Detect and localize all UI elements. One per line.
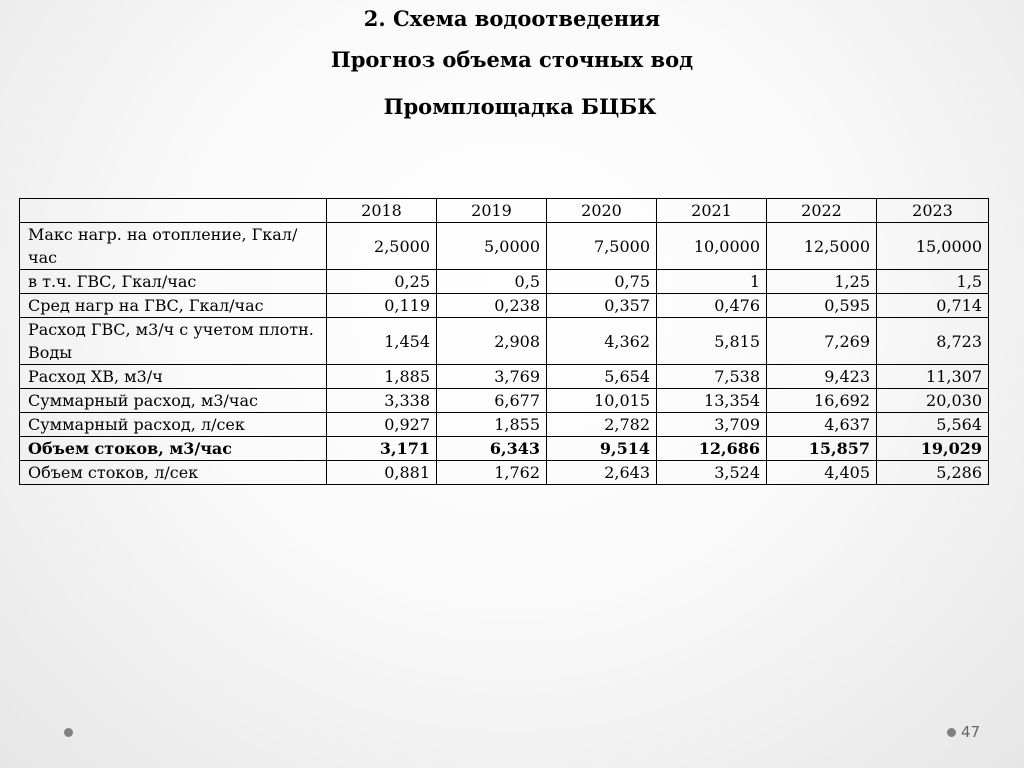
row-label: Макс нагр. на отопление, Гкал/час [20, 223, 327, 270]
value-cell: 2,908 [437, 318, 547, 365]
value-cell: 2,643 [547, 461, 657, 485]
bullet-dot-left [64, 728, 73, 737]
value-cell: 1,454 [327, 318, 437, 365]
slide-subtitle: Прогноз объема сточных вод [330, 47, 694, 72]
value-cell: 3,769 [437, 365, 547, 389]
value-cell: 7,538 [657, 365, 767, 389]
value-cell: 8,723 [877, 318, 989, 365]
slide-title: 2. Схема водоотведения [363, 6, 661, 31]
header-empty-cell [20, 199, 327, 223]
value-cell: 4,637 [767, 413, 877, 437]
value-cell: 5,286 [877, 461, 989, 485]
table-row [20, 389, 989, 413]
row-label: Расход ГВС, м3/ч с учетом плотн. Воды [20, 318, 327, 365]
value-cell: 1,25 [767, 270, 877, 294]
value-cell: 12,5000 [767, 223, 877, 270]
value-cell: 12,686 [657, 437, 767, 461]
value-cell: 9,514 [547, 437, 657, 461]
value-cell: 7,5000 [547, 223, 657, 270]
value-cell: 11,307 [877, 365, 989, 389]
table-row [20, 318, 989, 365]
value-cell: 15,0000 [877, 223, 989, 270]
table-row [20, 270, 989, 294]
year-header: 2019 [437, 199, 547, 223]
value-cell: 5,0000 [437, 223, 547, 270]
value-cell: 6,677 [437, 389, 547, 413]
value-cell: 0,881 [327, 461, 437, 485]
value-cell: 0,927 [327, 413, 437, 437]
year-header: 2022 [767, 199, 877, 223]
table-row [20, 437, 989, 461]
value-cell: 0,238 [437, 294, 547, 318]
value-cell: 1 [657, 270, 767, 294]
table-row [20, 365, 989, 389]
value-cell: 7,269 [767, 318, 877, 365]
value-cell: 0,119 [327, 294, 437, 318]
row-label: Расход ХВ, м3/ч [20, 365, 327, 389]
value-cell: 1,855 [437, 413, 547, 437]
value-cell: 0,476 [657, 294, 767, 318]
table-row [20, 223, 989, 270]
value-cell: 3,338 [327, 389, 437, 413]
value-cell: 0,714 [877, 294, 989, 318]
value-cell: 10,0000 [657, 223, 767, 270]
value-cell: 20,030 [877, 389, 989, 413]
year-header: 2021 [657, 199, 767, 223]
value-cell: 3,171 [327, 437, 437, 461]
site-name: Промплощадка БЦБК [383, 94, 657, 119]
value-cell: 15,857 [767, 437, 877, 461]
value-cell: 1,762 [437, 461, 547, 485]
value-cell: 4,405 [767, 461, 877, 485]
value-cell: 0,5 [437, 270, 547, 294]
value-cell: 13,354 [657, 389, 767, 413]
value-cell: 0,357 [547, 294, 657, 318]
value-cell: 1,885 [327, 365, 437, 389]
year-header: 2023 [877, 199, 989, 223]
value-cell: 10,015 [547, 389, 657, 413]
row-label: в т.ч. ГВС, Гкал/час [20, 270, 327, 294]
bullet-dot-right [947, 728, 956, 737]
value-cell: 4,362 [547, 318, 657, 365]
value-cell: 9,423 [767, 365, 877, 389]
value-cell: 3,524 [657, 461, 767, 485]
value-cell: 0,75 [547, 270, 657, 294]
value-cell: 3,709 [657, 413, 767, 437]
table-row [20, 294, 989, 318]
value-cell: 5,654 [547, 365, 657, 389]
year-header: 2018 [327, 199, 437, 223]
table-row [20, 413, 989, 437]
value-cell: 0,595 [767, 294, 877, 318]
wastewater-forecast-table [19, 198, 989, 485]
value-cell: 0,25 [327, 270, 437, 294]
row-label: Объем стоков, л/сек [20, 461, 327, 485]
value-cell: 2,782 [547, 413, 657, 437]
table-header-row [20, 199, 989, 223]
row-label: Сред нагр на ГВС, Гкал/час [20, 294, 327, 318]
row-label: Суммарный расход, л/сек [20, 413, 327, 437]
value-cell: 2,5000 [327, 223, 437, 270]
page-number: 47 [961, 723, 981, 741]
value-cell: 19,029 [877, 437, 989, 461]
value-cell: 16,692 [767, 389, 877, 413]
value-cell: 5,564 [877, 413, 989, 437]
row-label: Объем стоков, м3/час [20, 437, 327, 461]
value-cell: 1,5 [877, 270, 989, 294]
value-cell: 6,343 [437, 437, 547, 461]
row-label: Суммарный расход, м3/час [20, 389, 327, 413]
table-row [20, 461, 989, 485]
value-cell: 5,815 [657, 318, 767, 365]
year-header: 2020 [547, 199, 657, 223]
